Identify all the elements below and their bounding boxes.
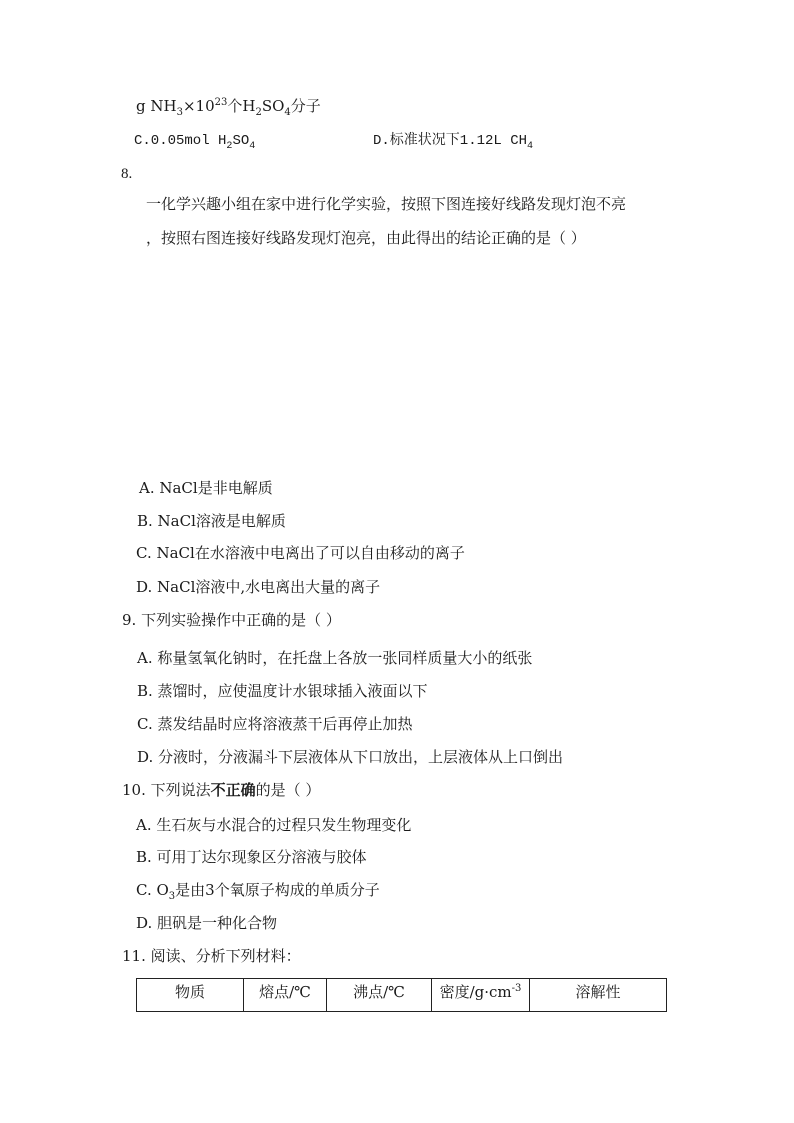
emphasis-text: 不正确 — [210, 781, 256, 799]
question-8-stem-line2: ，按照右图连接好线路发现灯泡亮，由此得出的结论正确的是（ ） — [146, 229, 586, 247]
question-8-option-d: D. NaCl溶液中,水电离出大量的离子 — [136, 578, 381, 596]
table-header-cell: 沸点/℃ — [327, 979, 432, 1012]
text-segment: 10. 下列说法 — [122, 781, 211, 799]
question-10-option-d: D. 胆矾是一种化合物 — [136, 914, 278, 932]
prev-option-line — [136, 96, 321, 116]
subscript: 2 — [226, 140, 233, 152]
text-segment: ×10 — [182, 97, 215, 115]
text-segment: 的是（ ） — [255, 781, 321, 799]
question-10-option-b: B. 可用丁达尔现象区分溶液与胶体 — [136, 848, 367, 866]
superscript: -3 — [511, 983, 522, 994]
text-segment: 是由3个氧原子构成的单质分子 — [175, 881, 380, 899]
subscript: 3 — [176, 107, 183, 118]
properties-table — [136, 978, 667, 1012]
table-header-cell: 物质 — [137, 979, 244, 1012]
subscript: 3 — [168, 891, 176, 902]
text-segment: C. O — [136, 881, 169, 899]
text-segment: 分子 — [290, 97, 321, 115]
option-d-prev — [373, 131, 533, 151]
question-9-option-d: D. 分液时，分液漏斗下层液体从下口放出，上层液体从上口倒出 — [137, 748, 564, 766]
table-header-row — [137, 979, 667, 1012]
superscript: 23 — [214, 97, 228, 108]
subscript: 4 — [284, 107, 291, 118]
question-8-option-a: A. NaCl是非电解质 — [139, 479, 273, 497]
text-segment: SO — [261, 97, 285, 115]
question-10-option-a: A. 生石灰与水混合的过程只发生物理变化 — [136, 816, 412, 834]
subscript: 4 — [249, 140, 256, 152]
subscript: 2 — [255, 107, 262, 118]
option-c-prev — [134, 131, 255, 151]
question-8-option-c: C. NaCl在水溶液中电离出了可以自由移动的离子 — [136, 544, 465, 562]
question-9-stem: 9. 下列实验操作中正确的是（ ） — [122, 611, 341, 629]
text-segment: C.0.05mol H — [134, 133, 227, 149]
text-segment: g NH — [136, 97, 177, 115]
text-segment: D.标准状况下1.12L CH — [373, 133, 528, 149]
question-9-option-c: C. 蒸发结晶时应将溶液蒸干后再停止加热 — [137, 715, 413, 733]
question-9-option-a: A. 称量氢氧化钠时，在托盘上各放一张同样质量大小的纸张 — [137, 649, 533, 667]
figure-placeholder — [120, 262, 680, 462]
question-10-stem — [122, 780, 320, 800]
question-8-stem-line1: 一化学兴趣小组在家中进行化学实验，按照下图连接好线路发现灯泡不亮 — [146, 195, 627, 213]
question-9-option-b: B. 蒸馏时，应使温度计水银球插入液面以下 — [137, 682, 428, 700]
question-11-stem: 11. 阅读、分析下列材料： — [122, 947, 301, 965]
question-8-number: 8. — [121, 166, 133, 182]
text-segment: SO — [232, 133, 250, 149]
table-header-cell: 熔点/℃ — [244, 979, 327, 1012]
subscript: 4 — [527, 140, 534, 152]
table-header-cell: 溶解性 — [530, 979, 667, 1012]
question-10-option-c — [136, 880, 380, 900]
table-header-cell — [432, 979, 530, 1012]
question-8-option-b: B. NaCl溶液是电解质 — [137, 512, 286, 530]
text-segment: 个H — [227, 97, 256, 115]
text-segment: 密度/g·cm — [439, 983, 512, 1001]
